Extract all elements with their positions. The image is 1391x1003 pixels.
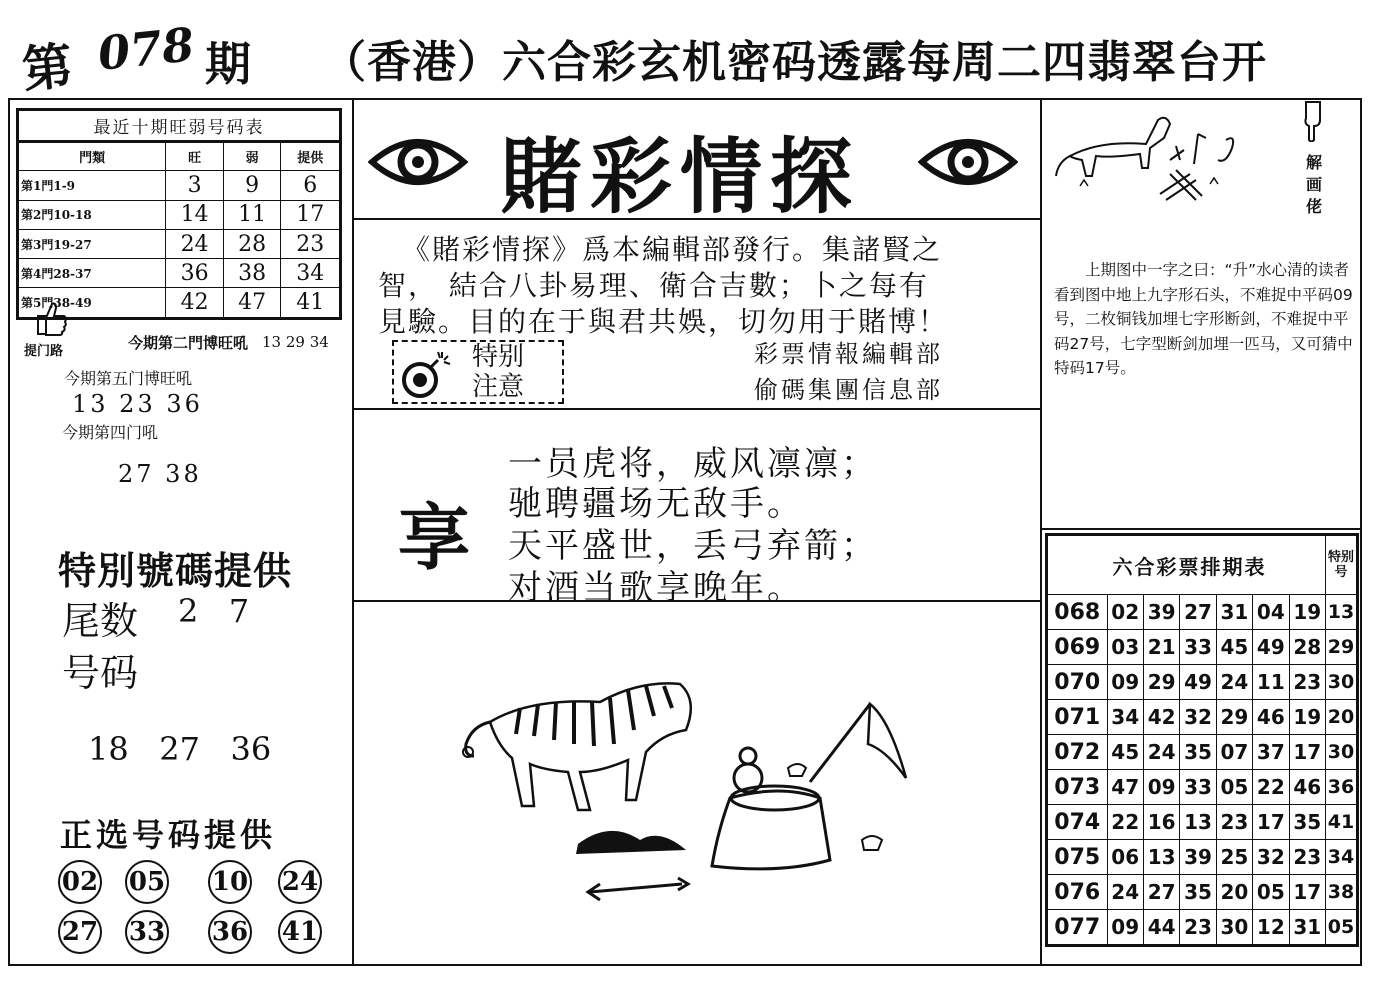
intro-line: 《賭彩情探》爲本編輯部發行。集諸賢之: [402, 233, 943, 266]
schedule-row: [1047, 595, 1358, 630]
riddle-label: 画: [1306, 175, 1323, 194]
dept-name: 彩票情報編輯部: [754, 340, 943, 368]
schedule-number: 13: [1143, 840, 1179, 875]
schedule-number: 22: [1107, 805, 1143, 840]
schedule-number: 11: [1253, 665, 1289, 700]
number-ball: 24: [278, 860, 322, 904]
schedule-number: 42: [1143, 700, 1179, 735]
schedule-number: 28: [1289, 630, 1325, 665]
number-ball: 36: [208, 910, 252, 954]
schedule-number: 09: [1107, 910, 1143, 946]
schedule-number: 31: [1289, 910, 1325, 946]
eye-icon-left: [368, 130, 468, 198]
schedule-special: 38: [1326, 875, 1358, 910]
tail-label: 尾数: [62, 599, 139, 643]
schedule-number: 33: [1180, 770, 1216, 805]
page-header: [0, 0, 1391, 100]
cell-wang: 14: [166, 200, 224, 229]
cell-tigong: 6: [281, 171, 341, 200]
schedule-number: 04: [1253, 595, 1289, 630]
cell-wang: 36: [166, 259, 224, 288]
schedule-issue: 074: [1047, 805, 1108, 840]
table-row: [18, 171, 341, 200]
schedule-number: 25: [1216, 840, 1252, 875]
divider-left: [352, 98, 354, 966]
issue-prefix: 第: [19, 35, 76, 100]
cell-wang: 3: [166, 171, 224, 200]
schedule-special: 29: [1326, 630, 1358, 665]
schedule-special: 30: [1326, 735, 1358, 770]
schedule-number: 24: [1216, 665, 1252, 700]
door4-label: 今期第四门吼: [62, 423, 159, 442]
divider-riddle: [1041, 528, 1361, 530]
schedule-special: 20: [1326, 700, 1358, 735]
schedule-number: 12: [1253, 910, 1289, 946]
schedule-special: 41: [1326, 805, 1358, 840]
recent-table-caption: 最近十期旺弱号码表: [16, 108, 342, 140]
schedule-special: 05: [1326, 910, 1358, 946]
schedule-issue: 069: [1047, 630, 1108, 665]
schedule-number: 49: [1253, 630, 1289, 665]
cell-ruo: 47: [223, 288, 281, 319]
schedule-special: 34: [1326, 840, 1358, 875]
schedule-row: [1047, 840, 1358, 875]
issue-suffix: 期: [205, 37, 251, 91]
schedule-number: 35: [1289, 805, 1325, 840]
notice-line: 特别: [472, 342, 525, 372]
table-row: [18, 200, 341, 229]
schedule-special-header: 特别号: [1326, 535, 1358, 595]
schedule-number: 34: [1107, 700, 1143, 735]
row-label: 第4門28-37: [18, 259, 166, 288]
schedule-number: 05: [1253, 875, 1289, 910]
schedule-number: 35: [1180, 735, 1216, 770]
schedule-row: [1047, 875, 1358, 910]
schedule-number: 27: [1180, 595, 1216, 630]
schedule-number: 45: [1107, 735, 1143, 770]
number-ball: 33: [125, 910, 169, 954]
tail-numbers: 2 7: [178, 592, 250, 630]
door5-numbers: 13 23 36: [72, 390, 203, 418]
row-label: 第3門19-27: [18, 229, 166, 258]
schedule-number: 29: [1216, 700, 1252, 735]
schedule-row: [1047, 805, 1358, 840]
notice-line: 注意: [472, 372, 525, 402]
zhengxuan-title: 正选号码提供: [60, 816, 277, 854]
schedule-number: 05: [1216, 770, 1252, 805]
schedule-number: 24: [1143, 735, 1179, 770]
schedule-number: 17: [1289, 735, 1325, 770]
schedule-number: 32: [1253, 840, 1289, 875]
schedule-number: 31: [1216, 595, 1252, 630]
riddle-label: 佬: [1306, 197, 1323, 216]
notice-text: [472, 342, 524, 402]
schedule-number: 22: [1253, 770, 1289, 805]
schedule-number: 20: [1216, 875, 1252, 910]
riddle-clue: 上期图中一字之曰：“升”水心清的读者看到图中地上九字形石头，不难捉中平码09号，二枚铜钱加埋七字形断剑，不难捉中平码27号，七字型断剑加埋一匹马，又可猜中特码17号。: [1054, 261, 1353, 377]
schedule-number: 24: [1107, 875, 1143, 910]
schedule-number: 13: [1180, 805, 1216, 840]
schedule-number: 32: [1180, 700, 1216, 735]
schedule-number: 39: [1180, 840, 1216, 875]
cell-tigong: 17: [281, 200, 341, 229]
row-label: 第5門38-49: [18, 288, 166, 319]
tips-label: 提门路: [24, 344, 64, 359]
recent-strength-table: [16, 108, 342, 320]
masthead-title: 賭彩情探: [500, 129, 861, 225]
schedule-issue: 070: [1047, 665, 1108, 700]
schedule-number: 16: [1143, 805, 1179, 840]
schedule-row: [1047, 735, 1358, 770]
schedule-number: 39: [1143, 595, 1179, 630]
schedule-header-row: [1047, 535, 1358, 595]
schedule-title: 六合彩票排期表: [1047, 535, 1326, 595]
pointing-hand-icon: [1300, 100, 1326, 146]
schedule-number: 02: [1107, 595, 1143, 630]
poem-line: 对酒当歌享晚年。: [508, 568, 804, 608]
col-header: 旺: [166, 142, 224, 171]
cell-ruo: 38: [223, 259, 281, 288]
bomb-icon: [398, 348, 464, 404]
schedule-issue: 077: [1047, 910, 1108, 946]
cell-tigong: 41: [281, 288, 341, 319]
poem-line: 驰聘疆场无敌手。: [508, 484, 804, 524]
schedule-number: 33: [1180, 630, 1216, 665]
schedule-number: 49: [1180, 665, 1216, 700]
schedule-number: 06: [1107, 840, 1143, 875]
number-ball: 10: [208, 860, 252, 904]
draw-schedule-table: [1045, 533, 1359, 947]
schedule-number: 17: [1253, 805, 1289, 840]
tiger-illustration: [450, 660, 920, 924]
divider-right: [1040, 98, 1042, 966]
schedule-number: 37: [1253, 735, 1289, 770]
schedule-number: 19: [1289, 700, 1325, 735]
number-ball: 41: [278, 910, 322, 954]
schedule-number: 27: [1143, 875, 1179, 910]
schedule-special: 30: [1326, 665, 1358, 700]
schedule-row: [1047, 630, 1358, 665]
schedule-row: [1047, 910, 1358, 946]
cell-ruo: 28: [223, 229, 281, 258]
cell-tigong: 34: [281, 259, 341, 288]
riddle-illustration: [1050, 104, 1284, 220]
schedule-number: 09: [1107, 665, 1143, 700]
schedule-number: 45: [1216, 630, 1252, 665]
door4-numbers: 27 38: [118, 460, 202, 488]
schedule-number: 23: [1180, 910, 1216, 946]
schedule-number: 35: [1180, 875, 1216, 910]
code-label: 号码: [62, 651, 139, 695]
table-row: [18, 259, 341, 288]
schedule-issue: 071: [1047, 700, 1108, 735]
schedule-number: 46: [1289, 770, 1325, 805]
cell-ruo: 9: [223, 171, 281, 200]
divider-intro: [353, 408, 1040, 410]
schedule-issue: 072: [1047, 735, 1108, 770]
issue-number: 078: [95, 17, 197, 81]
schedule-row: [1047, 770, 1358, 805]
schedule-issue: 076: [1047, 875, 1108, 910]
schedule-number: 19: [1289, 595, 1325, 630]
cell-ruo: 11: [223, 200, 281, 229]
schedule-number: 46: [1253, 700, 1289, 735]
cell-tigong: 23: [281, 229, 341, 258]
table-row: [18, 229, 341, 258]
cell-wang: 42: [166, 288, 224, 319]
schedule-number: 21: [1143, 630, 1179, 665]
poem-line: 一员虎将，威风凛凛；: [508, 444, 878, 484]
door5-label: 今期第五门博旺吼: [64, 369, 193, 388]
poem-key-char: 享: [398, 495, 471, 580]
door2-numbers: 13 29 34: [262, 333, 329, 351]
schedule-special: 13: [1326, 595, 1358, 630]
poem-line: 天平盛世，丢弓弃箭；: [508, 526, 878, 566]
schedule-issue: 075: [1047, 840, 1108, 875]
cell-wang: 24: [166, 229, 224, 258]
schedule-number: 09: [1143, 770, 1179, 805]
schedule-row: [1047, 700, 1358, 735]
intro-line: 智， 結合八卦易理、衛合吉數；卜之每有: [378, 269, 929, 302]
code-numbers: 18 27 36: [88, 730, 272, 768]
schedule-row: [1047, 665, 1358, 700]
schedule-number: 07: [1216, 735, 1252, 770]
page-title: （香港）六合彩玄机密码透露每周二四翡翠台开: [322, 37, 1267, 88]
schedule-number: 47: [1107, 770, 1143, 805]
schedule-number: 23: [1289, 840, 1325, 875]
special-title: 特別號碼提供: [58, 549, 293, 593]
schedule-special: 36: [1326, 770, 1358, 805]
schedule-number: 17: [1289, 875, 1325, 910]
eye-icon-right: [918, 130, 1018, 198]
schedule-issue: 068: [1047, 595, 1108, 630]
schedule-number: 29: [1143, 665, 1179, 700]
door2-label: 今期第二門博旺吼: [128, 334, 249, 352]
schedule-number: 30: [1216, 910, 1252, 946]
row-label: 第2門10-18: [18, 200, 166, 229]
number-ball: 27: [58, 910, 102, 954]
intro-line: 見驗。目的在于與君共娛，切勿用于賭博！: [378, 305, 949, 338]
col-header: 門類: [18, 142, 166, 171]
schedule-number: 23: [1289, 665, 1325, 700]
schedule-number: 23: [1216, 805, 1252, 840]
schedule-issue: 073: [1047, 770, 1108, 805]
col-header: 提供: [281, 142, 341, 171]
table-header-row: [18, 142, 341, 171]
dept-name: 偷碼集團信息部: [754, 376, 943, 404]
riddle-label: 解: [1306, 153, 1323, 172]
schedule-number: 03: [1107, 630, 1143, 665]
row-label: 第1門1-9: [18, 171, 166, 200]
number-ball: 02: [58, 860, 102, 904]
schedule-number: 44: [1143, 910, 1179, 946]
col-header: 弱: [223, 142, 281, 171]
number-ball: 05: [125, 860, 169, 904]
